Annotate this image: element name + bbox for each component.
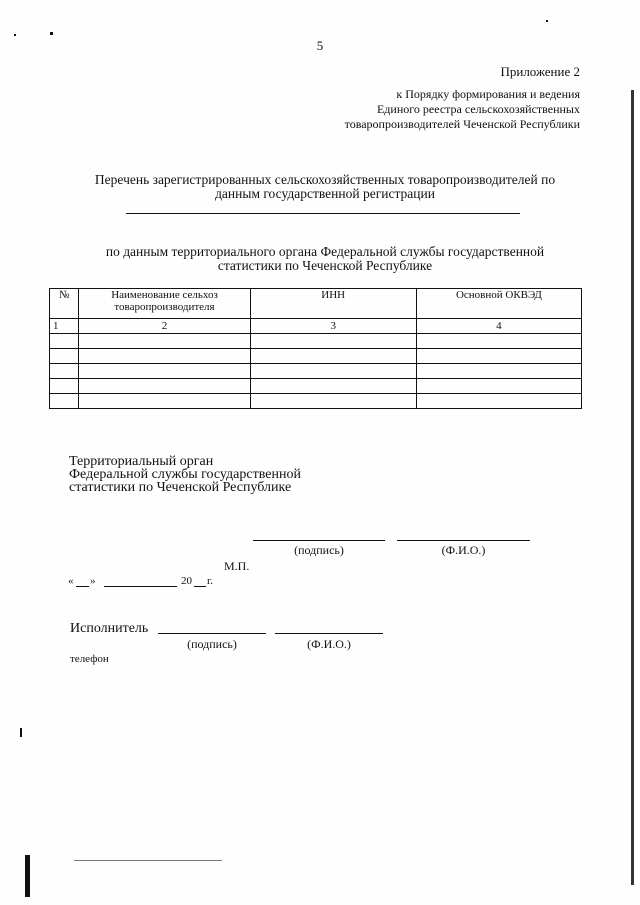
heading-line: данным государственной регистрации: [215, 186, 435, 201]
date-month-line[interactable]: [104, 586, 177, 587]
scan-speck: [546, 20, 548, 22]
executor-fio-caption: (Ф.И.О.): [307, 637, 351, 651]
date-year-suffix: г.: [207, 575, 214, 587]
signature-line[interactable]: [253, 540, 385, 541]
date-year-line[interactable]: [194, 586, 206, 587]
date-day-line[interactable]: [76, 586, 89, 587]
org-line: Территориальный орган: [69, 454, 214, 469]
number-cell: 3: [250, 319, 416, 334]
empty-cell[interactable]: [79, 349, 250, 364]
stamp-place: М.П.: [224, 559, 250, 573]
phone-label: телефон: [70, 653, 109, 665]
scan-edge-shadow: [631, 90, 634, 885]
executor-label: Исполнитель: [70, 621, 149, 636]
header-cell-okved: Основной ОКВЭД: [416, 289, 581, 319]
header-cell-name: Наименование сельхоз товаропроизводителя: [79, 289, 250, 319]
table-row: [50, 334, 582, 349]
empty-cell[interactable]: [416, 364, 581, 379]
executor-signature-caption: (подпись): [187, 637, 237, 651]
empty-cell[interactable]: [416, 349, 581, 364]
empty-cell[interactable]: [79, 394, 250, 409]
appendix-line: товаропроизводителей Чеченской Республики: [344, 117, 580, 131]
date-year-prefix: 20: [181, 575, 192, 587]
empty-cell[interactable]: [416, 334, 581, 349]
table-row: [50, 394, 582, 409]
number-cell: 2: [79, 319, 250, 334]
empty-cell[interactable]: [50, 364, 79, 379]
date-quote-open: «: [68, 575, 74, 587]
table-row: [50, 364, 582, 379]
org-line: Федеральной службы государственной: [69, 467, 301, 482]
page-number: 5: [316, 38, 324, 53]
empty-cell[interactable]: [416, 379, 581, 394]
heading-underline: [126, 213, 520, 214]
table-header-row: [50, 289, 582, 319]
table-row: [50, 349, 582, 364]
document-subheading: [60, 245, 590, 273]
number-cell: 4: [416, 319, 581, 334]
appendix-line: Единого реестра сельскохозяйственных: [376, 102, 580, 116]
executor-signature-line[interactable]: [158, 633, 266, 634]
appendix-block: [345, 64, 580, 132]
empty-cell[interactable]: [250, 394, 416, 409]
subheading-line: по данным территориального органа Федеральной службы государственной: [105, 244, 545, 259]
empty-cell[interactable]: [416, 394, 581, 409]
empty-cell[interactable]: [79, 364, 250, 379]
scan-speck: [20, 728, 22, 737]
empty-cell[interactable]: [250, 379, 416, 394]
appendix-title: Приложение 2: [500, 64, 580, 79]
empty-cell[interactable]: [250, 349, 416, 364]
empty-cell[interactable]: [50, 379, 79, 394]
org-line: статистики по Чеченской Республике: [69, 480, 292, 495]
scan-speck: [50, 32, 53, 35]
empty-cell[interactable]: [250, 364, 416, 379]
fio-line[interactable]: [397, 540, 530, 541]
scan-edge-mark: [25, 855, 30, 897]
appendix-line: к Порядку формирования и ведения: [396, 87, 580, 101]
empty-cell[interactable]: [250, 334, 416, 349]
date-quote-close: »: [90, 575, 96, 587]
heading-line: Перечень зарегистрированных сельскохозяйственных товаропроизводителей по: [94, 172, 556, 187]
subheading-line: статистики по Чеченской Республике: [217, 258, 433, 273]
header-cell-number: №: [50, 289, 79, 319]
organization-block: [69, 455, 301, 494]
header-cell-inn: ИНН: [250, 289, 416, 319]
register-table: [49, 288, 582, 409]
executor-fio-line[interactable]: [275, 633, 383, 634]
document-heading: [60, 173, 590, 201]
table-row: [50, 379, 582, 394]
empty-cell[interactable]: [50, 349, 79, 364]
number-cell: 1: [50, 319, 79, 334]
empty-cell[interactable]: [79, 379, 250, 394]
empty-cell[interactable]: [50, 394, 79, 409]
scan-footer-smudge: [74, 860, 222, 861]
signature-caption: (подпись): [294, 543, 344, 557]
fio-caption: (Ф.И.О.): [441, 543, 486, 557]
empty-cell[interactable]: [50, 334, 79, 349]
empty-cell[interactable]: [79, 334, 250, 349]
scan-speck: [14, 34, 16, 36]
table-number-row: [50, 319, 582, 334]
